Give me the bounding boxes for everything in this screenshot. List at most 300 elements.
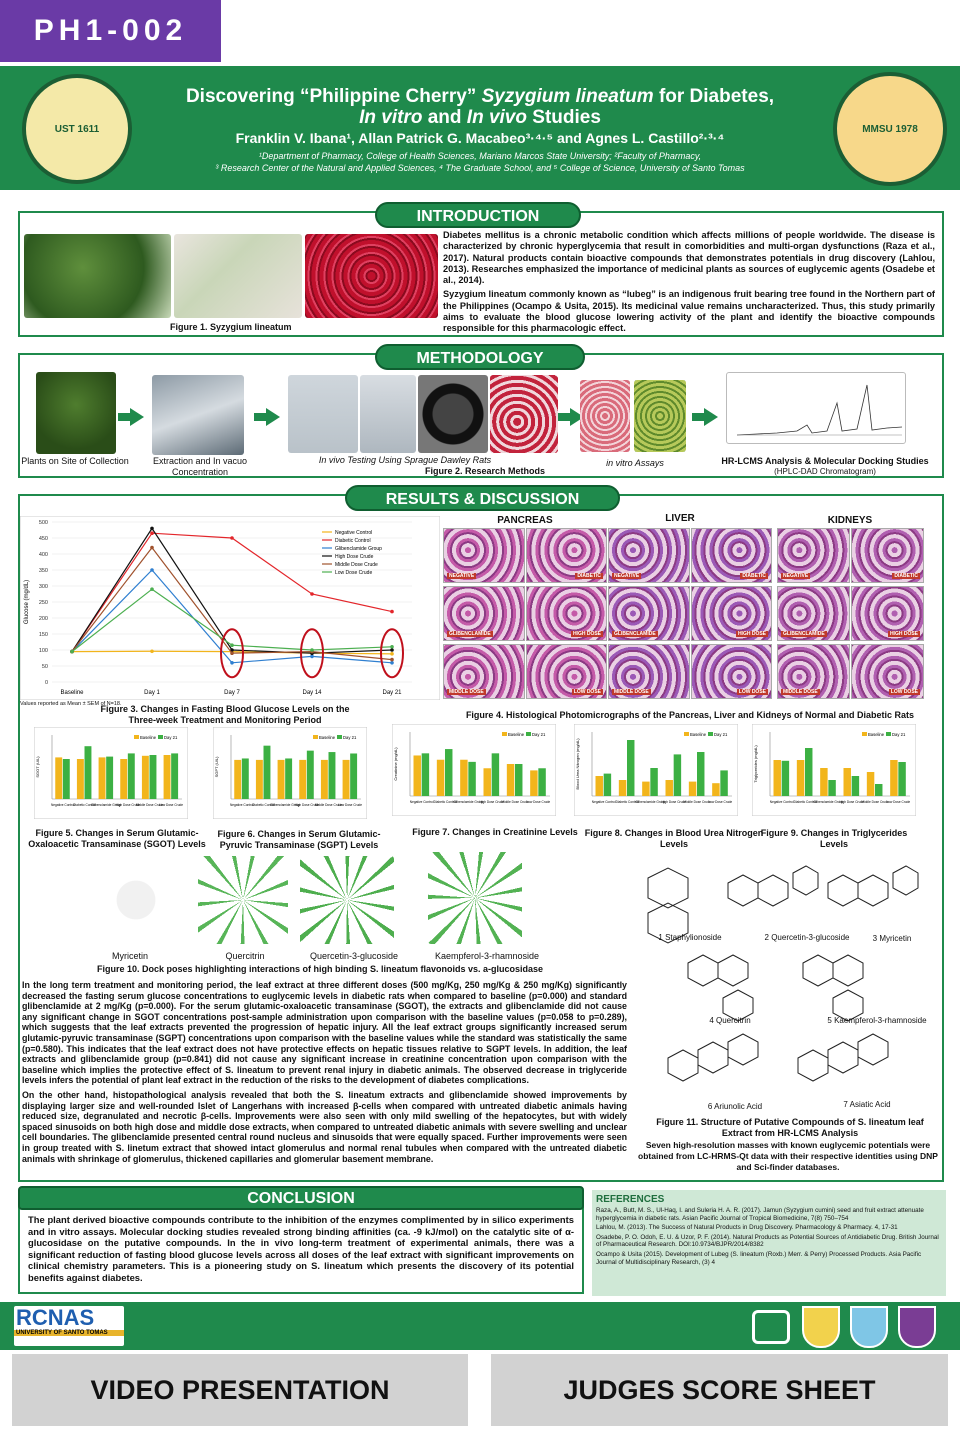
tree-photo — [24, 234, 171, 318]
histology-panel — [526, 586, 608, 641]
data-point — [70, 650, 74, 654]
data-point — [150, 546, 154, 550]
docking-quercitrin-image — [198, 856, 288, 944]
x-tick-label: Low Dose Crude — [159, 803, 184, 807]
shield-logo-2-icon — [850, 1306, 888, 1348]
x-tick-label: Day 21 — [382, 690, 402, 696]
y-axis-label: SGPT (U/L) — [214, 756, 219, 778]
ust-seal-text: UST 1611 — [54, 123, 100, 135]
docking-myricetin-image — [90, 856, 182, 944]
histology-label: GLIBENCLAMIDE — [449, 631, 491, 637]
figure-11-caption: Figure 11. Structure of Putative Compounds of S. lineatum leaf Extract from HR-LCMS Analysis — [656, 1117, 924, 1138]
step-2-label: Extraction and In vacuo Concentration — [152, 456, 248, 477]
x-tick-label: High Dose Crude — [661, 800, 686, 804]
bar — [712, 783, 719, 796]
y-tick-label: 100 — [38, 648, 48, 654]
legend-swatch — [526, 732, 531, 736]
figure-9-caption: Figure 9. Changes in Triglycerides Levels — [760, 828, 908, 849]
x-tick-label: Day 14 — [302, 690, 322, 696]
data-point — [390, 661, 394, 665]
poster-id-badge: PH1-002 — [0, 0, 221, 62]
histology-label: DIABETIC — [742, 573, 766, 579]
shield-logo-1-icon — [802, 1306, 840, 1348]
x-tick-label: High Dose Crude — [479, 800, 504, 804]
compound-label-3: 3 Myricetin — [872, 934, 912, 943]
histology-label: GLIBENCLAMIDE — [783, 631, 825, 637]
bar — [650, 768, 657, 796]
bar — [234, 760, 241, 799]
dock-label-quercitrin: Quercitrin — [225, 951, 265, 961]
legend-label: Glibenclamide Group — [335, 546, 382, 552]
arrow-right-icon — [704, 408, 718, 426]
data-point — [310, 592, 314, 596]
bar — [350, 753, 357, 799]
reference-item: Lahlou, M. (2013). The Success of Natural Products in Drug Discovery. Pharmacology & Pharmacy. 4, 17-31 — [596, 1224, 898, 1232]
legend-label: Baseline — [508, 732, 525, 737]
legend-swatch — [684, 732, 689, 736]
legend-label: Baseline — [690, 732, 707, 737]
legend-label: Baseline — [140, 735, 157, 740]
data-point — [390, 658, 394, 662]
figure-1-caption: Figure 1. Syzygium lineatum — [170, 322, 292, 332]
data-point — [390, 645, 394, 649]
histology-label: NEGATIVE — [614, 573, 640, 579]
histology-label: HIGH DOSE — [572, 631, 601, 637]
y-axis-label: Blood Urea Nitrogen (mg/dL) — [575, 738, 580, 790]
bar — [414, 755, 421, 796]
legend-swatch — [708, 732, 713, 736]
histology-label: MIDDLE DOSE — [783, 689, 818, 695]
bar — [492, 753, 499, 796]
x-tick-label: Diabetic Control — [615, 800, 639, 804]
title-studies: Studies — [532, 107, 601, 128]
y-tick-label: 350 — [38, 568, 48, 574]
creatinine-bar-chart — [392, 724, 556, 816]
poster-footer — [0, 1302, 960, 1350]
bar — [142, 756, 149, 799]
y-tick-label: 150 — [38, 632, 48, 638]
legend-label: Middle Dose Crude — [335, 562, 378, 568]
legend-label: High Dose Crude — [335, 554, 374, 560]
mmsu-seal-text: MMSU 1978 — [862, 123, 918, 135]
compound-label-2: 2 Quercetin-3-glucoside — [764, 933, 850, 942]
step-5-label: HR-LCMS Analysis & Molecular Docking Studies — [721, 456, 929, 466]
y-tick-label: 50 — [41, 664, 48, 670]
sgpt-bar-chart — [213, 727, 367, 819]
histology-label: LOW DOSE — [738, 689, 766, 695]
authors: Franklin V. Ibana¹, Allan Patrick G. Macabeo³·⁴·⁵ and Agnes L. Castillo²·³·⁴ — [235, 130, 725, 146]
bar — [299, 760, 306, 799]
data-point — [150, 649, 154, 653]
rats-photo — [288, 375, 358, 453]
legend-label: Day 21 — [892, 732, 906, 737]
x-tick-label: Low Dose Crude — [338, 803, 363, 807]
collection-site-photo — [36, 372, 116, 454]
legend-label: Day 21 — [532, 732, 546, 737]
bar — [106, 757, 113, 799]
histology-panel — [608, 644, 690, 699]
x-tick-label: High Dose Crude — [839, 800, 864, 804]
x-tick-label: Negative Control — [591, 800, 616, 804]
bar — [674, 754, 681, 796]
results-paragraph-2: On the other hand, histopathological analysis revealed that both the S. lineatum extracts and glibenclamide showed improvements by displaying larger size and well-rounded Islet of Langerhans with increased β-cells when compared with untreated diabetic animals having reduced size, degranulated and necrotic β-cells. Improvements were also seen with only mild swelling of the hepatocytes, but with widely spaced sinusoids on both high dose and middle dose extracts, when compared to untreated diabetic animals with severe swelling and unclear cell boundaries. The glibenclamide presented central round nucleus and sinusoids that were equally spaced. Further improvements were seen in group treated with S. linetum extract that showed intact glomerulus and normal renal tubules when compared with the untreated diabetic animals with shrinkage of glomerulus, thickened capillaries and glomerular basement membrane. — [22, 1089, 627, 1164]
bar — [460, 760, 467, 796]
histology-label: MIDDLE DOSE — [614, 689, 649, 695]
legend-swatch — [158, 735, 163, 739]
legend-swatch — [134, 735, 139, 739]
step-1-label: Plants on Site of Collection — [21, 456, 129, 466]
x-tick-label: Negative Control — [50, 803, 75, 807]
y-tick-label: 400 — [38, 552, 48, 558]
x-tick-label: Low Dose Crude — [526, 800, 551, 804]
data-point — [230, 661, 234, 665]
data-point — [230, 643, 234, 647]
shield-logo-3-icon — [898, 1306, 936, 1348]
affiliation-line-2: ³ Research Center of the Natural and Applied Sciences, ⁴ The Graduate School, and ⁵ College of Science, University of Santo Tomas — [215, 163, 745, 173]
title-part-1: Discovering “Philippine Cherry” — [185, 86, 477, 107]
histology-panel — [443, 528, 525, 583]
bar — [445, 749, 452, 796]
chromatogram-trace — [727, 373, 907, 445]
histology-panel — [851, 586, 924, 641]
bar — [697, 752, 704, 796]
methodology-title: METHODOLOGY — [375, 344, 585, 370]
introduction-title: INTRODUCTION — [375, 202, 581, 228]
y-axis-label: SGOT (U/L) — [35, 756, 40, 778]
legend-swatch — [502, 732, 507, 736]
bar — [307, 751, 314, 799]
bar — [256, 760, 263, 799]
histology-panel — [526, 644, 608, 699]
x-tick-label: Negative Control — [769, 800, 794, 804]
bar — [596, 776, 603, 796]
fruit-photo — [305, 234, 438, 318]
organ-label-pancreas: PANCREAS — [497, 515, 553, 526]
histology-panel — [691, 644, 773, 699]
figure-7-caption: Figure 7. Changes in Creatinine Levels — [412, 827, 578, 837]
x-tick-label: High Dose Crude — [294, 803, 320, 807]
figure-4-caption: Figure 4. Histological Photomicrographs of the Pancreas, Liver and Kidneys of Normal and Diabetic Rats — [465, 710, 915, 720]
cross-icon — [752, 1310, 790, 1344]
title-and: and — [427, 107, 462, 128]
figure-3-caption: Figure 3. Changes in Fasting Blood Glucose Levels on the Three-week Treatment and Monitoring Period — [100, 704, 350, 725]
x-tick-label: Day 7 — [224, 690, 240, 696]
x-tick-label: Glibenclamide Group — [813, 800, 844, 804]
x-tick-label: Diabetic Control — [252, 803, 275, 807]
legend-label: Baseline — [868, 732, 885, 737]
x-tick-label: Diabetic Control — [793, 800, 817, 804]
x-tick-label: Negative Control — [229, 803, 254, 807]
judges-score-sheet-button[interactable]: JUDGES SCORE SHEET — [491, 1354, 948, 1426]
x-tick-label: Glibenclamide Group — [453, 800, 484, 804]
references-title: REFERENCES — [596, 1194, 665, 1205]
bar — [321, 760, 328, 799]
title-part-2: for Diabetes, — [658, 86, 775, 107]
x-tick-label: Glibenclamide Group — [91, 803, 122, 807]
histology-panel — [526, 528, 608, 583]
data-point — [230, 651, 234, 655]
bar — [164, 755, 171, 799]
x-tick-label: Negative Control — [409, 800, 434, 804]
title-species: Syzygium lineatum — [481, 86, 654, 107]
y-tick-label: 500 — [38, 520, 48, 526]
histology-panel — [777, 586, 850, 641]
legend-label: Low Dose Crude — [335, 570, 373, 576]
bar — [875, 784, 882, 796]
legend-swatch — [862, 732, 867, 736]
figure-6-caption: Figure 6. Changes in Serum Glutamic-Pyruvic Transaminase (SGPT) Levels — [217, 829, 381, 850]
introduction-paragraph-1: Diabetes mellitus is a chronic metabolic condition which affects millions of people worldwide. The disease is characterized by chronic hyperglycemia that result in comorbidities and multi-organ dysfunctions (Raza et al., 2017). Natural products contain bioactive compounds that demonstrates potentials in drug discovery (Lahlou, 2013). Researches emphasized the importance of medicinal plants as sources of euglycemic agents (Osadebe et al., 2014). — [443, 230, 935, 286]
histology-panel — [851, 528, 924, 583]
sample-tubes-photo — [490, 375, 558, 453]
histology-label: DIABETIC — [577, 573, 601, 579]
y-tick-label: 200 — [38, 616, 48, 622]
histology-label: NEGATIVE — [783, 573, 809, 579]
x-tick-label: Diabetic Control — [73, 803, 96, 807]
leaf-specimen-photo — [174, 234, 302, 318]
histology-panel — [777, 644, 850, 699]
bar — [642, 782, 649, 796]
figure-11-note: Seven high-resolution masses with known euglycemic potentials were obtained from LC-HRMS-Qt data with their respective identities using DNP and Sci-finder databases. — [638, 1140, 938, 1172]
data-point — [390, 652, 394, 656]
triglycerides-bar-chart — [752, 724, 916, 816]
results-title: RESULTS & DISCUSSION — [345, 485, 620, 511]
introduction-paragraph-2: Syzygium lineatum commonly known as “lubeg” is an indigenous fruit bearing tree found in the Northern part of the Philippines (Ocampo & Usita, 2015). Its medicinal value remains uncharacterized. Thus, this study primarily aims to evaluate the blood glucose lowering activity of the plant and identify the bioactive compounds responsible for this pharmacologic effect. — [443, 289, 935, 334]
y-axis-label: Glucose (mg/dL) — [24, 579, 30, 625]
x-tick-label: Diabetic Control — [433, 800, 457, 804]
red-well-plate-photo — [580, 380, 630, 452]
data-point — [390, 648, 394, 652]
compound-label-6: 6 Ariunolic Acid — [707, 1102, 763, 1111]
green-well-plate-photo — [634, 380, 686, 452]
bar — [844, 768, 851, 796]
reference-item: Osadebe, P. O. Odoh, E. U. & Uzor, P. F. (2014). Natural Products as Potential Sources of Antidiabetic Drug. British Journal of Pharmaceutical Research. DOI:10.9734/BJPR/2014/8382 — [596, 1233, 939, 1249]
histology-label: HIGH DOSE — [889, 631, 918, 637]
sgot-bar-chart — [34, 727, 188, 819]
step-5-sublabel: (HPLC-DAD Chromatogram) — [774, 467, 876, 476]
bar — [468, 762, 475, 796]
bar — [828, 780, 835, 796]
data-point — [150, 568, 154, 572]
compound-label-7: 7 Asiatic Acid — [843, 1100, 891, 1109]
x-tick-label: Glibenclamide Group — [270, 803, 301, 807]
bar — [720, 770, 727, 796]
histology-label: LOW DOSE — [573, 689, 601, 695]
histology-panel — [851, 644, 924, 699]
data-point — [150, 527, 154, 531]
data-point — [310, 655, 314, 659]
rcnas-logo-text: RCNAS — [16, 1305, 95, 1330]
dock-label-myricetin: Myricetin — [111, 951, 148, 961]
x-tick-label: Middle Dose Crude — [135, 803, 164, 807]
ust-seal-logo — [22, 74, 132, 184]
bar — [128, 753, 135, 799]
x-tick-label: High Dose Crude — [115, 803, 141, 807]
x-tick-label: Day 1 — [144, 690, 160, 696]
step-4-label: in vitro Assays — [606, 458, 664, 468]
bar — [329, 752, 336, 799]
y-axis-label: Creatinine (mg/dL) — [393, 747, 398, 781]
bar — [805, 748, 812, 796]
bar — [85, 746, 92, 799]
compound-label-4: 4 Quercitrin — [709, 1016, 751, 1025]
histology-panel — [608, 586, 690, 641]
data-point — [390, 610, 394, 614]
bar — [852, 776, 859, 796]
x-tick-label: Low Dose Crude — [708, 800, 733, 804]
dock-label-kaempferol: Kaempferol-3-rhamnoside — [434, 951, 540, 961]
bar — [437, 760, 444, 796]
docking-kaempferol-image — [428, 852, 522, 944]
figure-3-note: Values reported as Mean ± SEM of N=18. — [20, 701, 122, 707]
glucose-line-chart — [20, 516, 440, 700]
histology-panel — [691, 586, 773, 641]
chromatogram-image — [726, 372, 906, 444]
y-tick-label: 450 — [38, 536, 48, 542]
arrow-right-icon — [266, 408, 280, 426]
legend-label: Day 21 — [714, 732, 728, 737]
figure-10-caption: Figure 10. Dock poses highlighting interactions of high binding S. lineatum flavonoids vs. a-glucosidase — [96, 964, 544, 974]
introduction-text — [443, 230, 935, 335]
data-point — [310, 648, 314, 652]
bun-bar-chart — [574, 724, 738, 816]
bar — [689, 782, 696, 796]
bar — [627, 740, 634, 796]
x-tick-label: Middle Dose Crude — [683, 800, 711, 804]
histology-panel — [777, 528, 850, 583]
organ-label-kidneys: KIDNEYS — [827, 515, 873, 526]
mmsu-seal-logo — [833, 72, 947, 186]
bar — [99, 757, 106, 799]
title-in-vitro: In vitro — [359, 107, 423, 128]
bar — [538, 768, 545, 796]
legend-swatch — [886, 732, 891, 736]
y-axis-label: Triglycerides (mg/dL) — [753, 745, 758, 783]
centrifuge-photo — [418, 375, 488, 453]
docking-quercetin-image — [300, 856, 394, 944]
data-point — [150, 587, 154, 591]
bar — [55, 757, 62, 799]
histology-panel — [443, 644, 525, 699]
data-point — [230, 536, 234, 540]
y-tick-label: 250 — [38, 600, 48, 606]
y-tick-label: 0 — [44, 680, 48, 686]
legend-label: Day 21 — [164, 735, 178, 740]
organ-label-liver: LIVER — [665, 513, 695, 524]
x-tick-label: Middle Dose Crude — [501, 800, 529, 804]
bar — [120, 759, 127, 799]
bar — [422, 753, 429, 796]
legend-label: Diabetic Control — [335, 538, 371, 544]
bar — [619, 780, 626, 796]
rat-handling-photo — [360, 375, 416, 453]
compound-label-5: 5 Kaempferol-3-rhamnoside — [827, 1016, 927, 1025]
x-tick-label: Glibenclamide Group — [635, 800, 666, 804]
bar — [666, 780, 673, 796]
compound-label-1: 1 Staphylionoside — [658, 933, 722, 942]
bar — [484, 768, 491, 796]
bar — [507, 764, 514, 796]
y-tick-label: 300 — [38, 584, 48, 590]
legend-label: Day 21 — [343, 735, 357, 740]
affiliation-line-1: ¹Department of Pharmacy, College of Health Sciences, Mariano Marcos State University; ²Faculty of Pharmacy, — [258, 151, 702, 161]
legend-label: Negative Control — [335, 530, 373, 536]
x-tick-label: Low Dose Crude — [886, 800, 911, 804]
bar — [797, 760, 804, 796]
bar — [77, 759, 84, 799]
bar — [278, 760, 285, 799]
histology-panel — [691, 528, 773, 583]
histology-label: NEGATIVE — [449, 573, 475, 579]
reference-item: Ocampo & Usita (2015). Development of Lubeg (S. lineatum (Roxb.) Merr. & Perry) Processed Products. Asia Pacific Journal of Multidisciplinary Research, (3) 4 — [596, 1250, 922, 1266]
bar — [898, 762, 905, 796]
histology-panel — [443, 586, 525, 641]
bar — [150, 755, 157, 799]
compound-structures — [628, 858, 938, 1108]
bar — [63, 759, 70, 799]
arrow-right-icon — [130, 408, 144, 426]
results-text — [22, 980, 627, 1164]
bar — [171, 753, 178, 799]
affiliations — [150, 150, 810, 174]
rcnas-logo-subtext: UNIVERSITY OF SANTO TOMAS — [14, 1330, 124, 1336]
dock-label-quercetin: Quercetin-3-glucoside — [309, 951, 399, 961]
bar — [515, 764, 522, 796]
histology-label: LOW DOSE — [890, 689, 918, 695]
bar — [604, 774, 611, 796]
poster-title — [150, 86, 810, 128]
bar — [890, 760, 897, 796]
histology-label: DIABETIC — [894, 573, 918, 579]
step-3-label: In vivo Testing Using Sprague Dawley Rats — [318, 455, 492, 465]
bar — [285, 758, 292, 799]
histology-label: HIGH DOSE — [737, 631, 766, 637]
references-list — [596, 1207, 942, 1266]
data-point — [150, 531, 154, 535]
references-box — [592, 1190, 946, 1296]
conclusion-title: CONCLUSION — [18, 1186, 584, 1210]
bar — [264, 746, 271, 799]
results-paragraph-1: In the long term treatment and monitoring period, the leaf extract at three different doses (500 mg/Kg, 250 mg/Kg & 250 mg/Kg) significantly decreased the fasting serum glucose concentrations to euglycemic levels in diabetic rats when compared to baseline (p=0.000) and standard glibenclamide at 2 mg/Kg (p=0.000). For the serum glutamic-oxaloacetic transaminase (SGOT), the extracts and glibenclamide did not cause any significant change in SGOT concentrations post-sample administration upon comparison with the baseline values (p=0.058 to p=0.289), which suggests that the leaf extracts prevented the progression of hepatic injury. All the leaf extract groups significantly increased serum glutamic-pyruvic transaminase (SGPT) concentrations upon comparison with the baseline values while the standard was statistically the same (p=0.580). This indicates that the leaf extract does not have protective effects on hepatic tissues relative to SGPT levels. In addition, the leaf extracts and glibenclamide group (p=0.841) did not cause any significant increase in creatinine concentration upon comparison with the baseline which implies the protective effect of S. lineatum to prevent renal injury in diabetic animals. The observed decrease in triglyceride levels infers the potential of plant leaf extract in the reduction of the risks to the development of diabetes complications. — [22, 980, 627, 1086]
legend-swatch — [313, 735, 318, 739]
bar — [530, 770, 537, 796]
legend-swatch — [337, 735, 342, 739]
bar — [774, 760, 781, 796]
bar — [820, 768, 827, 796]
poster-header — [0, 66, 960, 190]
histology-label: MIDDLE DOSE — [449, 689, 484, 695]
x-tick-label: Middle Dose Crude — [861, 800, 889, 804]
legend-label: Baseline — [319, 735, 336, 740]
x-tick-label: Middle Dose Crude — [314, 803, 343, 807]
histology-panel — [608, 528, 690, 583]
video-presentation-button[interactable]: VIDEO PRESENTATION — [12, 1354, 468, 1426]
reference-item: Raza, A., Butt, M. S., Ul-Haq, I. and Suleria H. A. R. (2017). Jamun (Syzygium cumini) seed and fruit extract attenuate hyperglycemia in diabetic rats. Asian Pacific Journal of Tropical Biomedicine, 7(8) 750–754 — [596, 1207, 924, 1222]
conclusion-text: The plant derived bioactive compounds contribute to the inhibition of the enzymes complimented by in silico experiments and in vitro assays. Molecular docking studies revealed strong binding affinities (ca. -9 kJ/mol) on the catalytic site of α-glucosidase on the putative compounds. In the in vivo long-term treatment of experimental animals, there was a significant reduction of fasting blood glucose levels across all doses of the leaf extract with significant improvements on clinical chemistry parameters. This is a pioneering study on S. lineatum which presents the discovery of its potential benefits against diabetes. — [28, 1214, 574, 1283]
title-in-vivo: In vivo — [466, 107, 527, 128]
bar — [867, 772, 874, 796]
bar — [343, 760, 350, 799]
figure-2-caption: Figure 2. Research Methods — [424, 466, 546, 476]
figure-5-caption: Figure 5. Changes in Serum Glutamic-Oxaloacetic Transaminase (SGOT) Levels — [28, 828, 206, 849]
figure-8-caption: Figure 8. Changes in Blood Urea Nitrogen Levels — [584, 828, 764, 849]
bar — [782, 761, 789, 796]
rotary-evaporator-photo — [152, 375, 244, 455]
bar — [242, 758, 249, 799]
histology-label: GLIBENCLAMIDE — [614, 631, 656, 637]
x-tick-label: Baseline — [60, 690, 84, 696]
rcnas-logo — [14, 1306, 124, 1346]
